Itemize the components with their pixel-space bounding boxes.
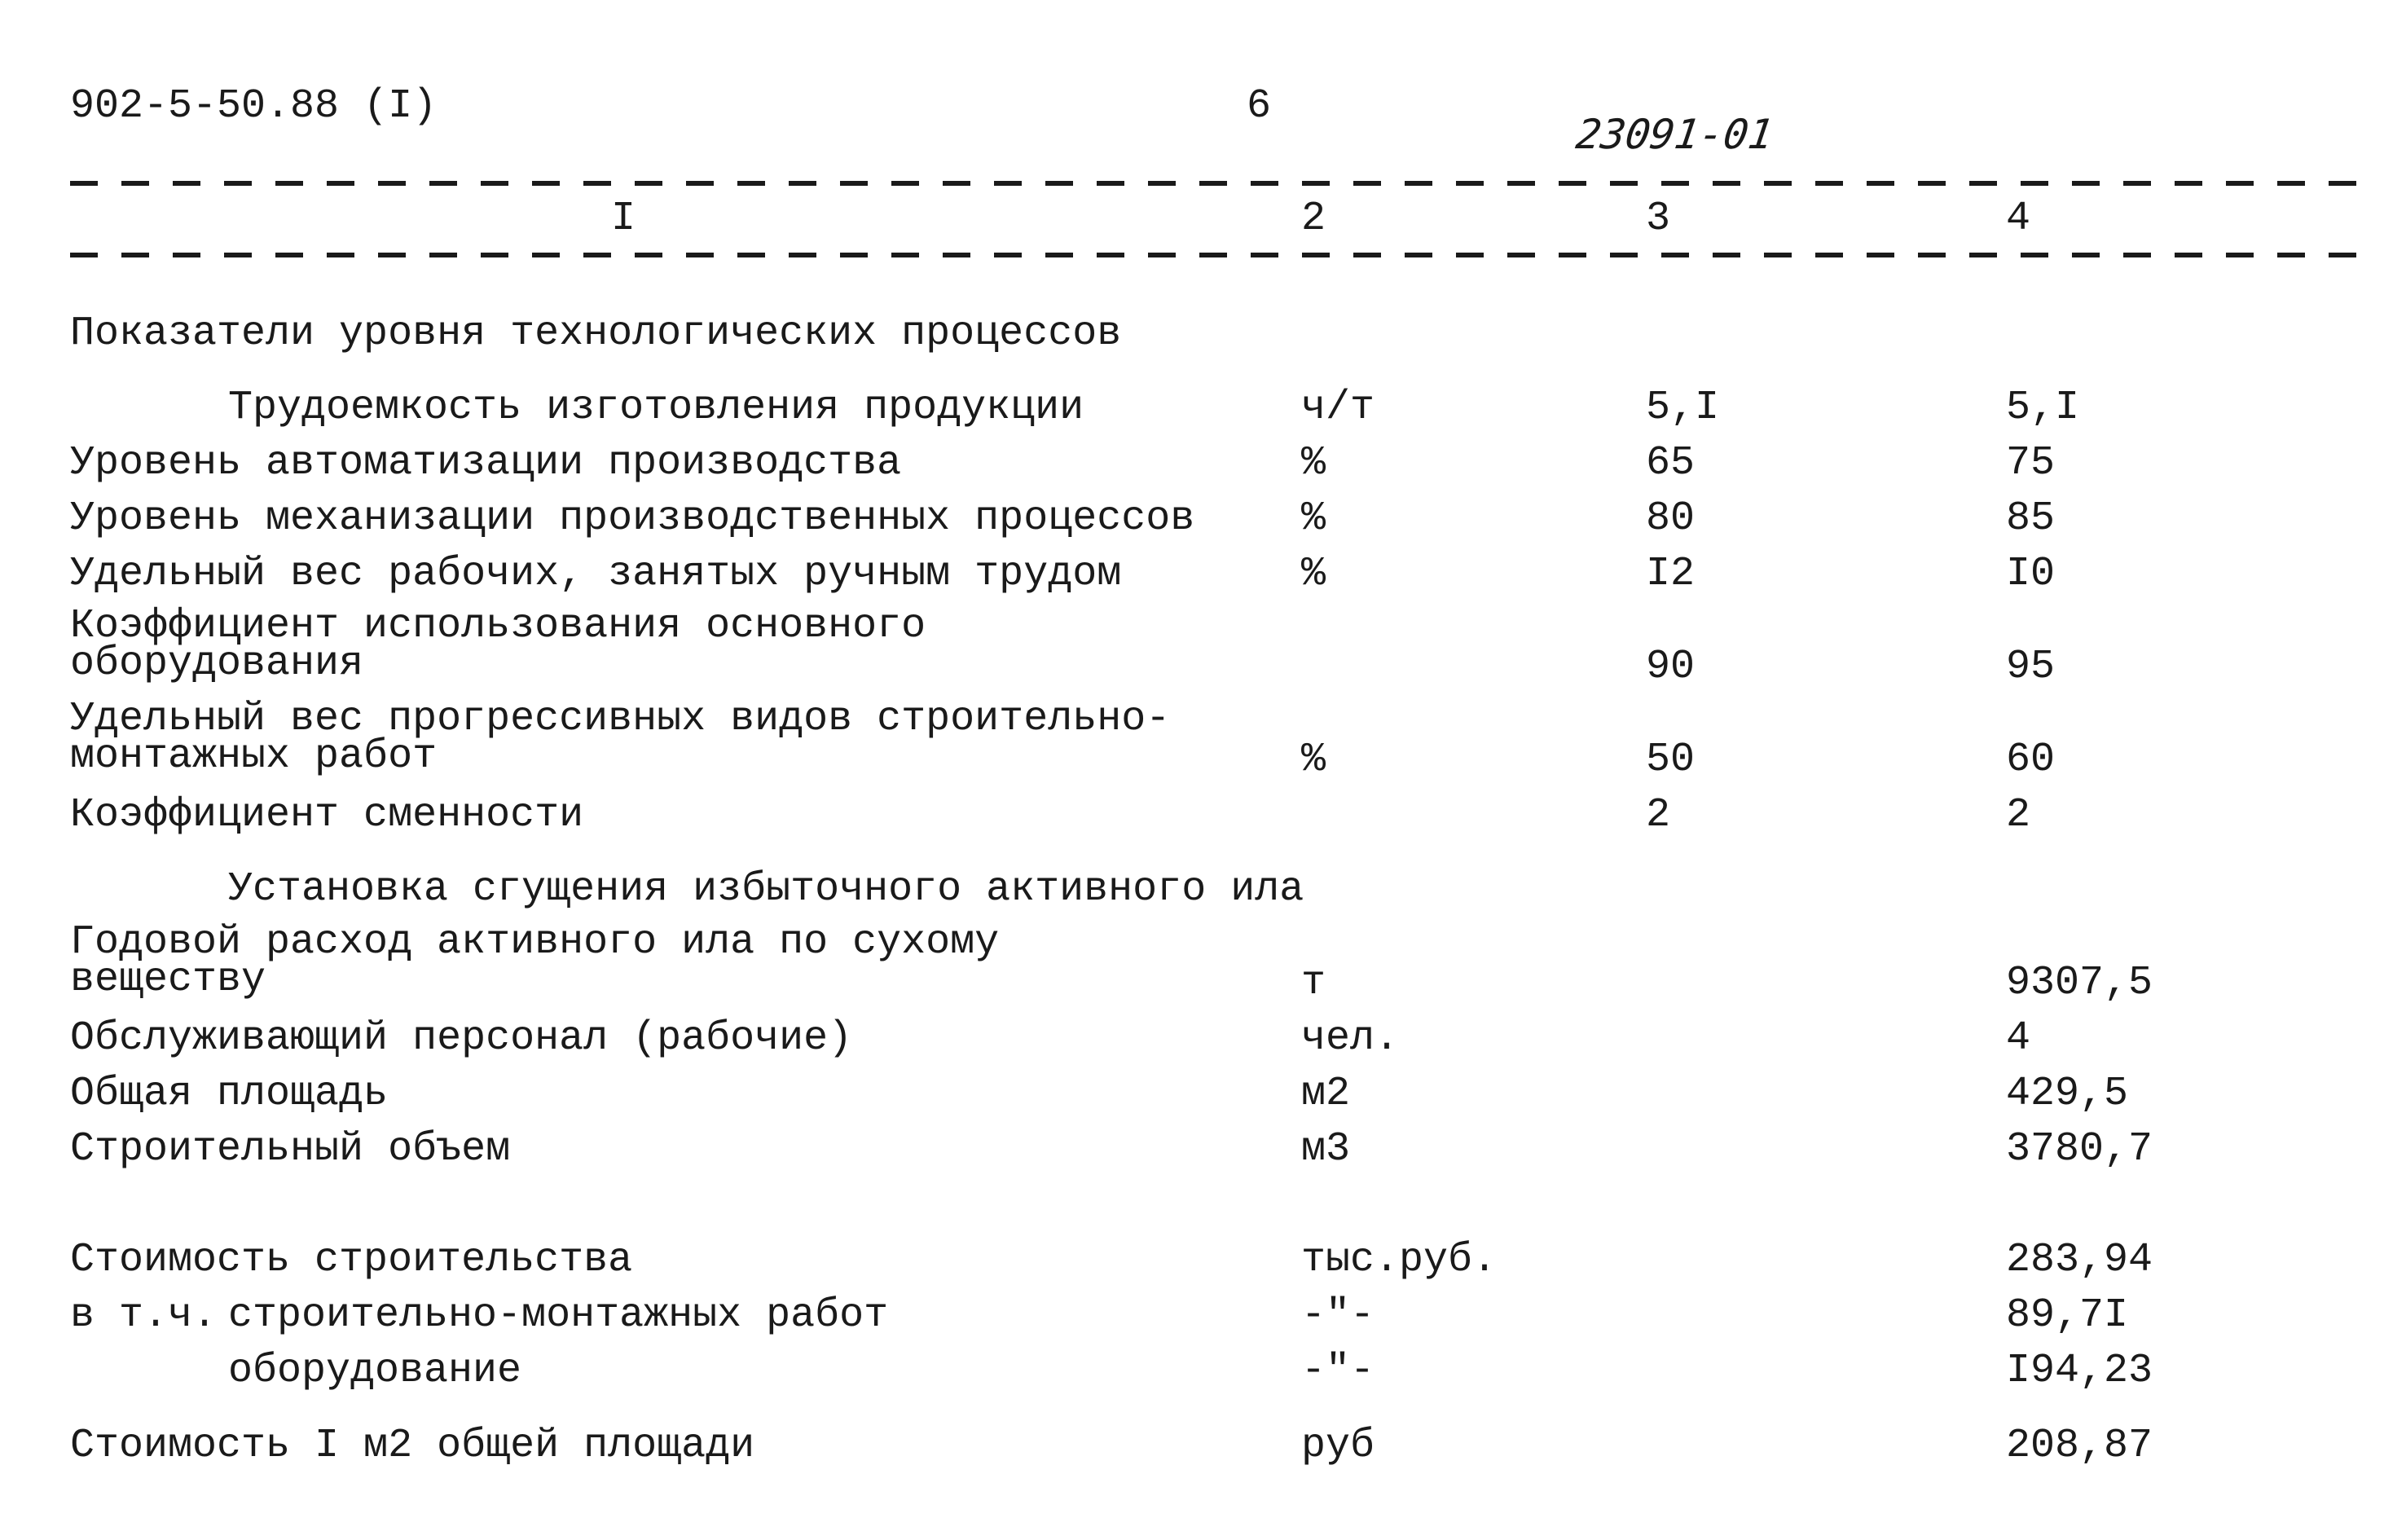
row-value-col3: 5,I: [1646, 385, 1720, 431]
row-name: Уровень механизации производственных процессов: [70, 495, 1195, 542]
section-title: Установка сгущения избыточного активного ила: [228, 866, 1304, 913]
row-value-col4: 85: [2006, 495, 2056, 542]
archive-stamp-number: 23091-01: [1572, 111, 1776, 158]
row-unit: м3: [1301, 1126, 1351, 1173]
page-number: 6: [1247, 83, 1272, 130]
row-value-col4: 75: [2006, 440, 2056, 486]
row-value-col3: 50: [1646, 737, 1696, 783]
row-name: Обслуживающий персонал (рабочие): [70, 1015, 853, 1062]
document-code: 902-5-50.88 (I): [70, 83, 438, 130]
row-name: Стоимость строительства: [70, 1237, 633, 1283]
row-value-col3: 65: [1646, 440, 1696, 486]
row-unit: ч/т: [1301, 385, 1375, 431]
row-name: Стоимость I м2 общей площади: [70, 1423, 755, 1469]
column-header-3: 3: [1646, 196, 1671, 242]
row-unit: тыс.руб.: [1301, 1237, 1498, 1283]
row-unit: %: [1301, 440, 1326, 486]
row-value-col4: 9307,5: [2006, 960, 2153, 1006]
row-value-col3: 2: [1646, 792, 1671, 838]
row-name: оборудование: [228, 1348, 522, 1394]
row-value-col4: 3780,7: [2006, 1126, 2153, 1173]
row-name: Строительный объем: [70, 1126, 511, 1173]
row-name: Коэффициент использования основного оборудования: [70, 603, 926, 687]
row-value-col4: 2: [2006, 792, 2031, 838]
row-value-col4: 429,5: [2006, 1071, 2129, 1117]
row-value-col3: 80: [1646, 495, 1696, 542]
section-title: Показатели уровня технологических процессов: [70, 310, 1122, 357]
row-value-col4: I0: [2006, 551, 2056, 597]
row-unit: %: [1301, 495, 1326, 542]
row-value-col3: I2: [1646, 551, 1696, 597]
column-header-4: 4: [2006, 196, 2031, 242]
row-name: Удельный вес рабочих, занятых ручным трудом: [70, 551, 1122, 597]
row-unit: м2: [1301, 1071, 1351, 1117]
row-name: Общая площадь: [70, 1071, 389, 1117]
row-value-col4: 4: [2006, 1015, 2031, 1062]
row-name: Годовой расход активного ила по сухому веществу: [70, 919, 1000, 1003]
row-value-col4: 60: [2006, 737, 2056, 783]
row-unit: %: [1301, 551, 1326, 597]
row-unit: т: [1301, 960, 1326, 1006]
column-header-2: 2: [1301, 196, 1326, 242]
row-unit: -"-: [1301, 1292, 1375, 1339]
row-value-col3: 90: [1646, 644, 1696, 690]
row-value-col4: 95: [2006, 644, 2056, 690]
table-header-bottom-rule: [70, 253, 2360, 257]
row-unit: -"-: [1301, 1348, 1375, 1394]
column-header-1: I: [611, 196, 636, 242]
row-name: строительно-монтажных работ: [228, 1292, 889, 1339]
row-value-col4: 5,I: [2006, 385, 2080, 431]
row-value-col4: 208,87: [2006, 1423, 2153, 1469]
row-value-col4: 283,94: [2006, 1237, 2153, 1283]
row-unit: %: [1301, 737, 1326, 783]
table-header-top-rule: [70, 181, 2360, 186]
row-prefix: в т.ч.: [70, 1292, 218, 1339]
row-value-col4: 89,7I: [2006, 1292, 2129, 1339]
row-name: Уровень автоматизации производства: [70, 440, 902, 486]
row-name: Удельный вес прогрессивных видов строительно- монтажных работ: [70, 696, 1171, 780]
row-unit: руб: [1301, 1423, 1375, 1469]
row-unit: чел.: [1301, 1015, 1400, 1062]
row-value-col4: I94,23: [2006, 1348, 2153, 1394]
row-name: Коэффициент сменности: [70, 792, 584, 838]
row-name: Трудоемкость изготовления продукции: [228, 385, 1084, 431]
